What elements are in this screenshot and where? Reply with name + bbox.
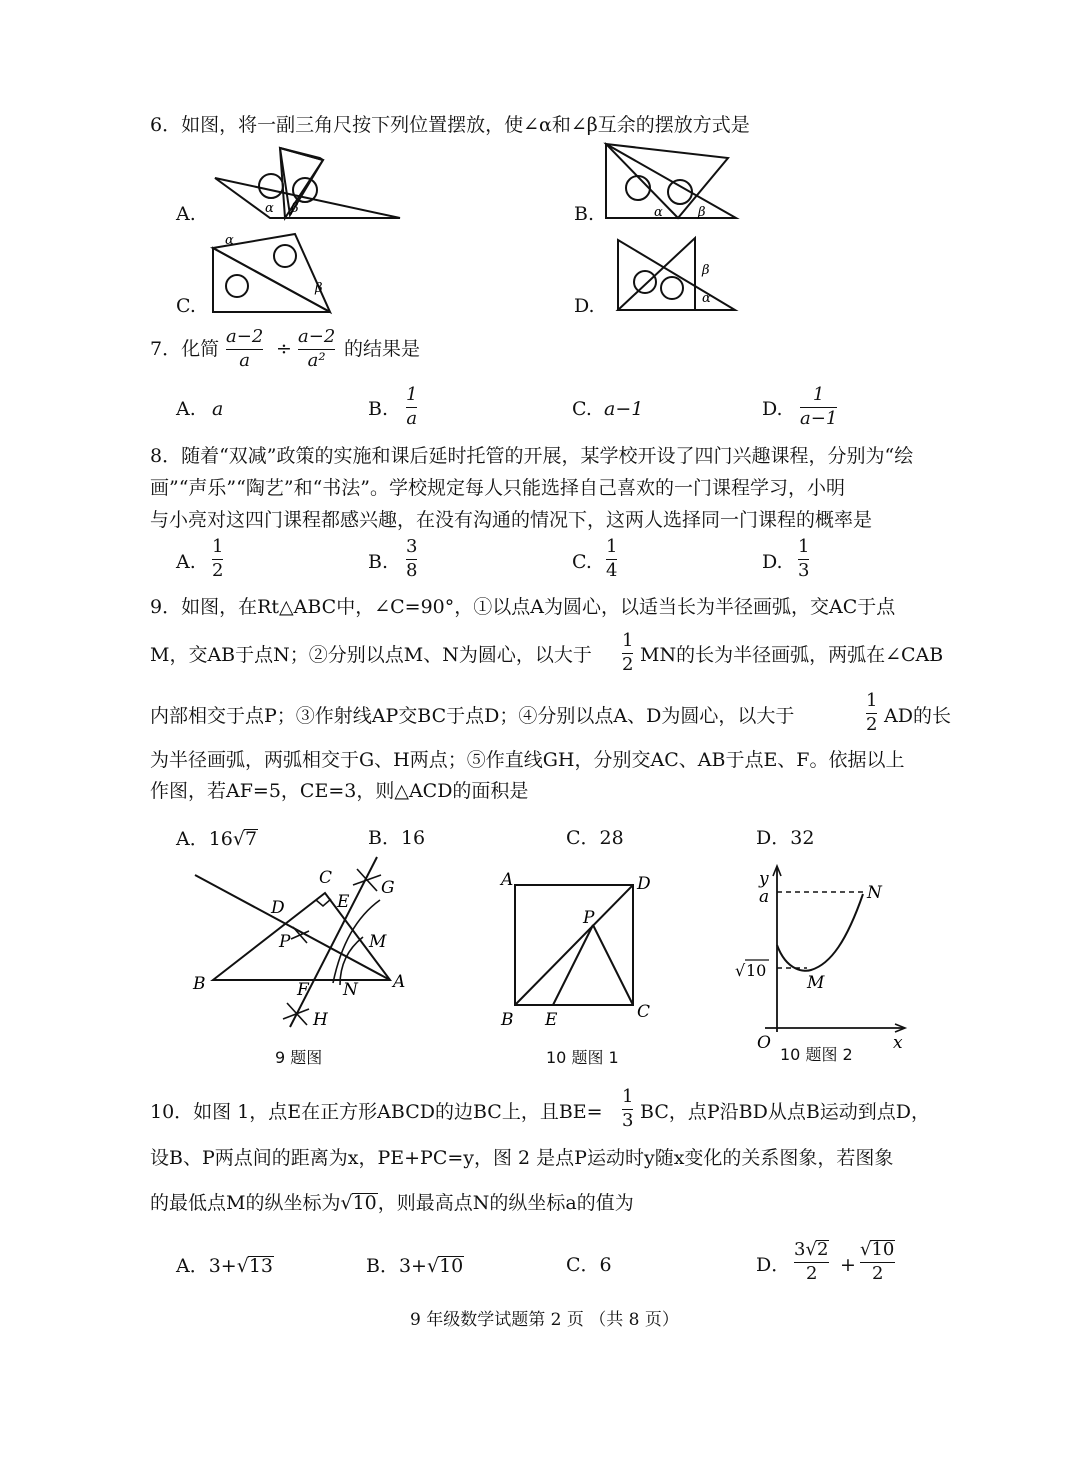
q6-option-d-label: D. [574,295,595,317]
svg-text:N: N [343,980,358,1000]
q10-figure-2-caption: 10 题图 2 [780,1045,853,1064]
svg-text:M: M [807,973,825,993]
q9-line-1: 9．如图，在Rt△ABC中，∠C=90°，①以点A为圆心，以适当长为半径画弧，交AC于点 [150,596,896,618]
q7-fraction-1: a−2 a [226,326,264,371]
q6-figure-d [610,232,745,317]
q9-figure-caption: 9 题图 [275,1048,323,1067]
q6-figure-b [598,138,743,228]
svg-text:x: x [893,1033,903,1053]
q8-option-c-label: C. [572,551,592,573]
q7-suffix: 的结果是 [344,338,421,360]
svg-text:O: O [757,1033,771,1053]
q8-option-d: 1 3 [798,536,810,581]
q7-option-a: a [212,398,224,420]
svg-text:E: E [337,892,350,912]
q10-line-1b: BC，点P沿BD从点B运动到点D， [640,1101,931,1123]
q7-option-d: 1 a−1 [800,384,838,429]
q10-option-b: B．3+√10 [366,1255,464,1277]
q8-option-a: 1 2 [212,536,224,581]
svg-text:D: D [271,898,285,918]
q7-option-a-label: A. [176,398,196,420]
svg-text:G: G [381,878,395,898]
q8-option-c: 1 4 [606,536,618,581]
q9-line-2a: M，交AB于点N；②分别以点M、N为圆心，以大于 [150,644,592,666]
svg-text:P: P [279,932,291,952]
q10-option-d-label: D． [756,1254,791,1276]
svg-text:y: y [759,869,769,889]
q10-option-d-fraction-2: √10 2 [860,1239,895,1284]
q6-option-b-label: B. [574,203,595,225]
svg-text:α: α [225,233,234,248]
svg-text:β: β [698,205,706,220]
page-footer: 9 年级数学试题第 2 页 （共 8 页） [410,1310,679,1330]
svg-text:M: M [369,932,387,952]
svg-text:10: 10 [746,961,767,980]
svg-text:α: α [265,201,274,216]
q8-option-d-label: D. [762,551,783,573]
q10-line-1a: 10．如图 1，点E在正方形ABCD的边BC上，且BE= [150,1101,603,1123]
svg-text:β: β [702,263,710,278]
svg-text:β: β [291,201,299,216]
q6-figure-c [205,228,340,318]
svg-text:P: P [583,908,595,928]
svg-text:α: α [654,205,663,220]
q9-half-fraction-1: 1 2 [622,630,634,675]
q10-option-d-fraction-1: 3√2 2 [794,1239,829,1284]
svg-text:α: α [702,291,711,306]
q9-line-3a: 内部相交于点P；③作射线AP交BC于点D；④分别以点A、D为圆心，以大于 [150,705,795,727]
q10-figure-1-caption: 10 题图 1 [546,1048,619,1067]
q6-option-a-label: A. [176,203,196,225]
q9-line-4: 为半径画弧，两弧相交于G、H两点；⑤作直线GH，分别交AC、AB于点E、F。依据以上 [150,749,905,771]
svg-text:D: D [637,874,651,894]
q8-option-b-label: B. [368,551,389,573]
q9-option-d: D．32 [756,827,815,849]
q9-half-fraction-2: 1 2 [866,690,878,735]
svg-text:B: B [193,974,206,994]
svg-text:B: B [501,1010,514,1030]
svg-text:H: H [313,1010,328,1030]
q10-option-c: C．6 [566,1254,612,1276]
q8-line-2: 画”“声乐”“陶艺”和“书法”。学校规定每人只能选择自己喜欢的一门课程学习，小明 [150,477,845,499]
q10-line-3: 的最低点M的纵坐标为√10，则最高点N的纵坐标a的值为 [150,1192,634,1214]
svg-text:C: C [637,1002,651,1022]
svg-text:a: a [759,887,770,907]
q10-figure-1 [495,865,670,1035]
q6-stem: 6．如图，将一副三角尺按下列位置摆放，使∠α和∠β互余的摆放方式是 [150,114,750,136]
q7-fraction-2: a−2 a² [298,326,336,371]
svg-text:A: A [501,870,514,890]
svg-text:√: √ [735,961,746,980]
q7-option-b-label: B. [368,398,389,420]
q9-line-5: 作图，若AF=5，CE=3，则△ACD的面积是 [150,780,529,802]
q7-prefix: 7．化简 [150,338,220,360]
q8-option-a-label: A. [176,551,196,573]
q7-option-c-label: C. [572,398,592,420]
q10-option-d-plus: + [840,1254,856,1276]
q10-figure-2 [735,860,925,1053]
q9-line-3b: AD的长 [884,705,951,727]
svg-text:β: β [315,281,323,296]
q9-option-c: C．28 [566,827,624,849]
svg-text:F: F [297,980,309,1000]
q7-option-d-label: D. [762,398,783,420]
q6-option-c-label: C. [176,295,196,317]
q6-figure-a [205,140,410,225]
svg-text:C: C [319,868,333,888]
q9-option-a: A．16√7 [176,828,258,850]
q9-line-2b: MN的长为半径画弧，两弧在∠CAB [640,644,944,666]
q9-option-b: B．16 [368,827,426,849]
q8-line-3: 与小亮对这四门课程都感兴趣，在没有沟通的情况下，这两人选择同一门课程的概率是 [150,509,873,531]
q10-one-third: 1 3 [622,1086,634,1131]
q8-option-b: 3 8 [406,536,418,581]
svg-text:E: E [545,1010,558,1030]
q7-option-c: a−1 [604,398,644,420]
q7-divide-sign: ÷ [276,338,292,360]
q8-line-1: 8．随着“双减”政策的实施和课后延时托管的开展，某学校开设了四门兴趣课程，分别为“绘 [150,445,914,467]
svg-text:N: N [867,883,882,903]
q10-option-a: A．3+√13 [176,1255,274,1277]
q7-option-b: 1 a [406,384,418,429]
q10-line-2: 设B、P两点间的距离为x，PE+PC=y，图 2 是点P运动时y随x变化的关系图象，若图象 [150,1147,894,1169]
svg-text:A: A [393,972,406,992]
q9-figure [185,855,415,1035]
